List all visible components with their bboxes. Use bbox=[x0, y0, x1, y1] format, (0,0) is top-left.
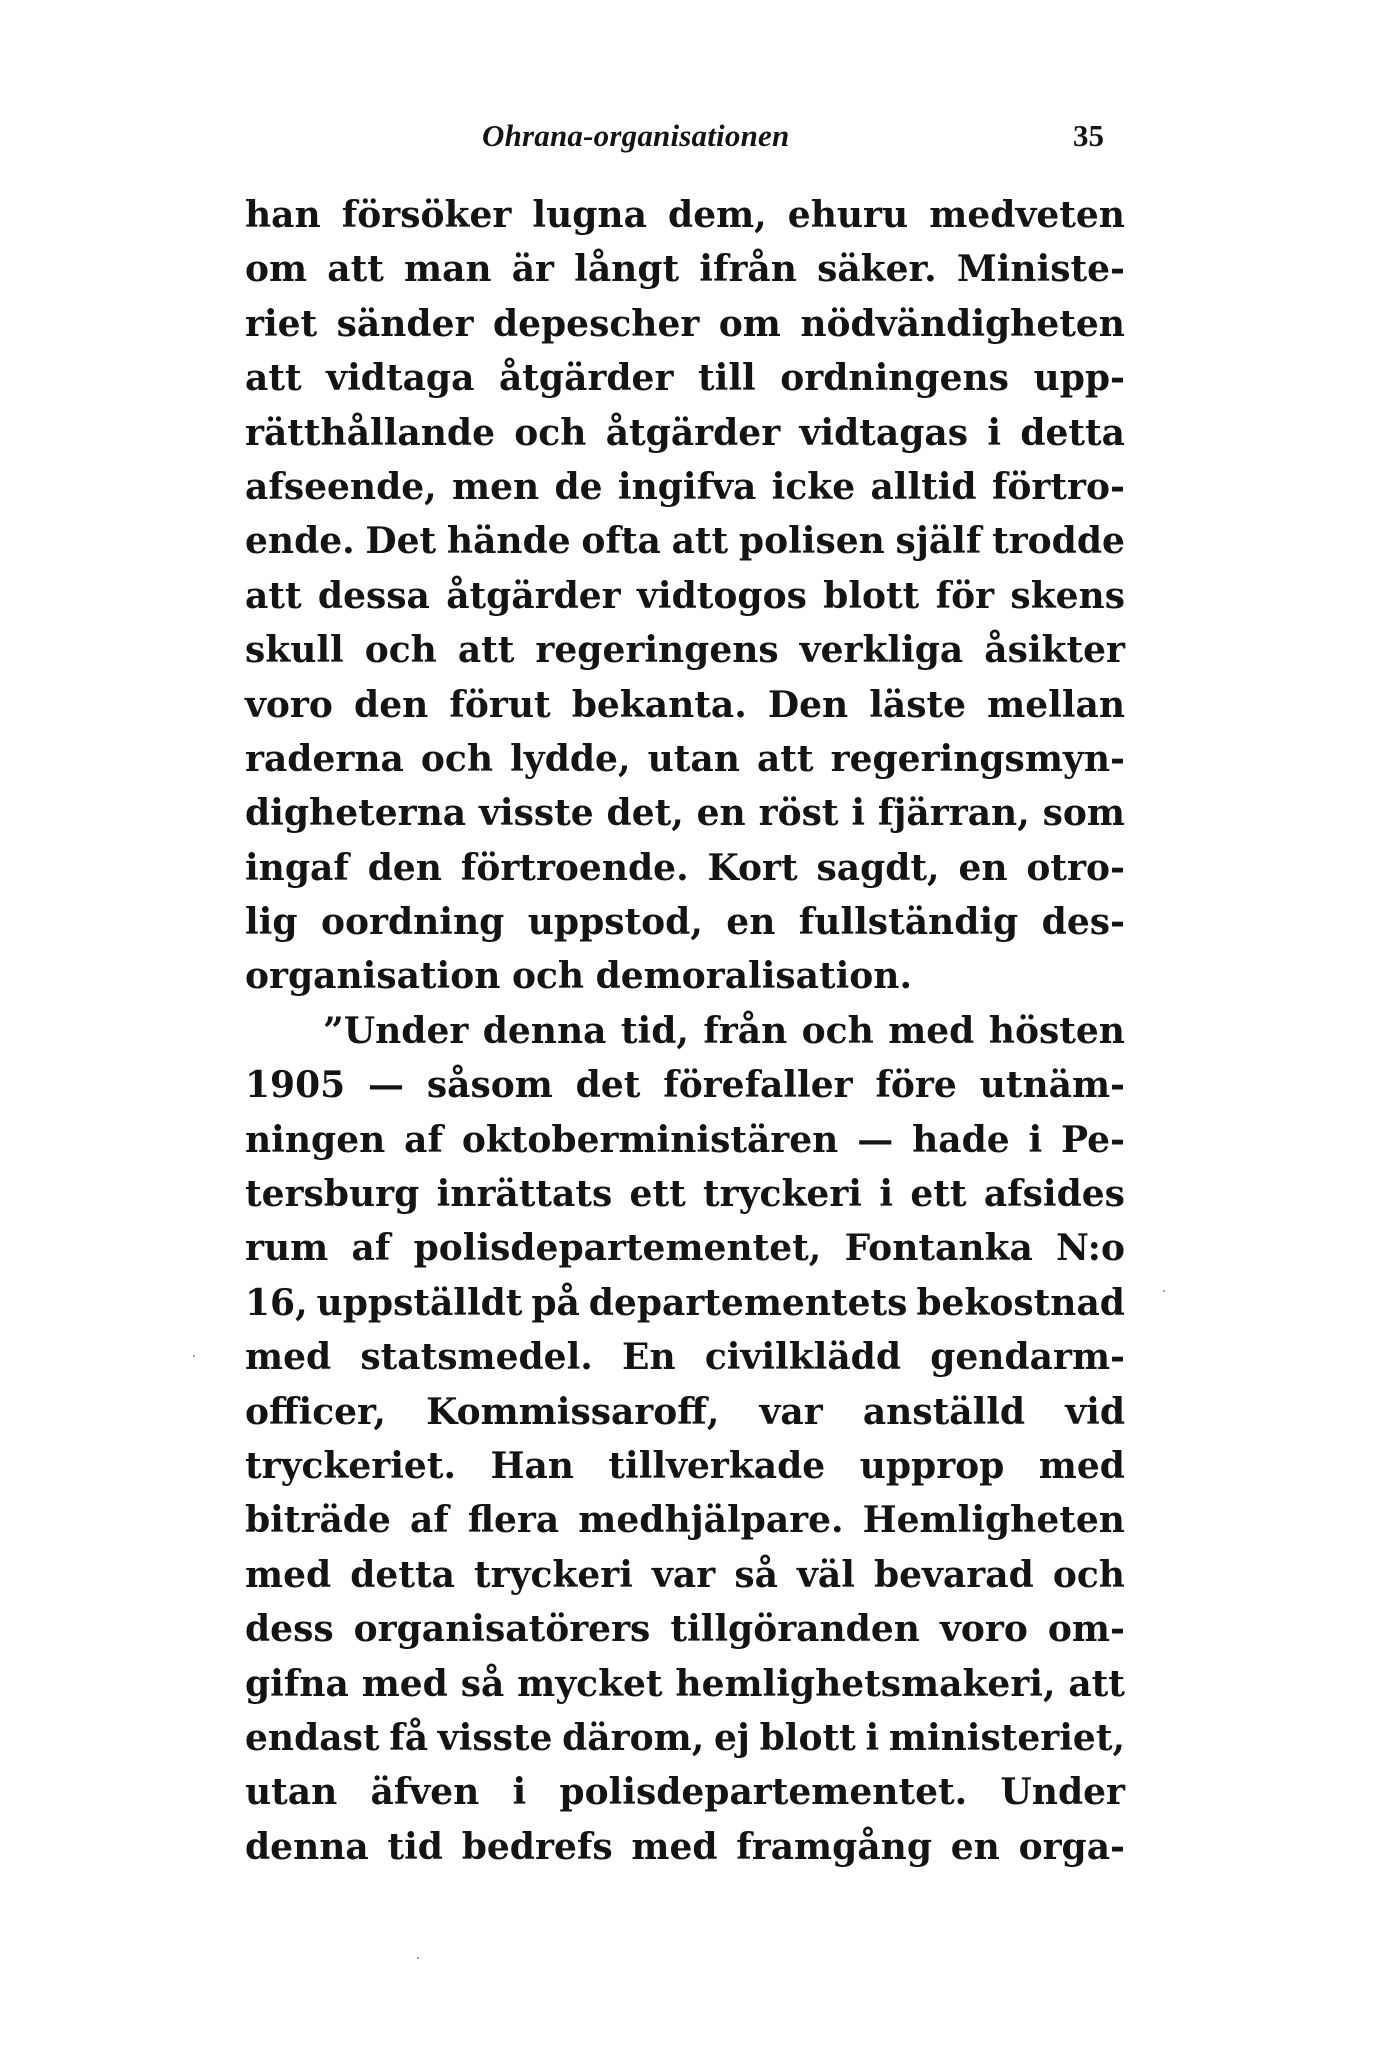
word: i bbox=[865, 1716, 880, 1759]
word: förtro- bbox=[991, 465, 1125, 508]
word: med bbox=[245, 1553, 332, 1596]
word: raderna bbox=[245, 737, 404, 780]
word: om- bbox=[1047, 1608, 1125, 1651]
text-line bbox=[245, 1548, 1125, 1602]
word: ofta bbox=[581, 520, 661, 563]
word: en bbox=[958, 846, 1008, 889]
text-line bbox=[245, 1167, 1125, 1221]
body-text bbox=[245, 188, 1125, 1874]
word: i bbox=[879, 1173, 893, 1216]
word: blott bbox=[823, 574, 920, 617]
word: anställd bbox=[862, 1390, 1026, 1433]
word: i bbox=[1028, 1118, 1043, 1161]
word: en bbox=[950, 1825, 1000, 1868]
text-line bbox=[245, 1493, 1125, 1547]
word: upprop bbox=[859, 1444, 1005, 1487]
word: denna bbox=[482, 1009, 607, 1052]
word: detta bbox=[350, 1553, 455, 1596]
word: otro- bbox=[1026, 846, 1125, 889]
word: tid, bbox=[620, 1009, 689, 1052]
word: Den bbox=[767, 683, 849, 726]
text-line bbox=[245, 841, 1125, 895]
word: förtroende. bbox=[460, 846, 689, 889]
word: ingaf bbox=[245, 846, 349, 889]
word: tillverkade bbox=[608, 1444, 826, 1487]
word: att bbox=[671, 520, 729, 563]
word: och bbox=[511, 955, 585, 998]
word: statsmedel. bbox=[360, 1336, 593, 1379]
word: tid bbox=[387, 1825, 443, 1868]
word: på bbox=[531, 1281, 580, 1324]
word: polisdepartementet, bbox=[413, 1227, 822, 1270]
word: af bbox=[404, 1118, 443, 1161]
word: ”Under bbox=[323, 1009, 469, 1052]
word: Under bbox=[1000, 1771, 1125, 1814]
word: organisatörers bbox=[353, 1608, 651, 1651]
word: han bbox=[245, 194, 321, 236]
word: vidtagas bbox=[799, 411, 968, 454]
word: få bbox=[389, 1716, 429, 1759]
word: är bbox=[511, 248, 555, 291]
word: upp- bbox=[1033, 357, 1125, 400]
text-line bbox=[245, 786, 1125, 840]
word: icke bbox=[771, 465, 856, 508]
text-line bbox=[245, 1058, 1125, 1112]
word: Kommissaroff, bbox=[426, 1390, 720, 1433]
word: åtgärder bbox=[446, 574, 621, 617]
word: ehuru bbox=[787, 194, 909, 236]
word: af bbox=[351, 1227, 391, 1270]
word: och bbox=[801, 1009, 874, 1052]
running-title: Ohrana-organisationen bbox=[482, 118, 790, 153]
word: mellan bbox=[987, 683, 1125, 726]
text-line bbox=[245, 1276, 1125, 1330]
word: den bbox=[367, 846, 442, 889]
word: i bbox=[851, 792, 866, 835]
word: därom, bbox=[562, 1716, 705, 1759]
text-line bbox=[245, 949, 1125, 1003]
word: flera bbox=[467, 1499, 560, 1542]
word: man bbox=[403, 248, 492, 291]
word: inrättats bbox=[436, 1173, 613, 1216]
word: tryckeri bbox=[474, 1553, 633, 1596]
word: gendarm- bbox=[930, 1336, 1125, 1379]
word: ningen bbox=[245, 1118, 386, 1161]
word: — bbox=[857, 1118, 894, 1161]
word: före bbox=[875, 1064, 957, 1107]
text-line bbox=[245, 1765, 1125, 1819]
text-line bbox=[245, 1113, 1125, 1167]
text-line bbox=[245, 1820, 1125, 1874]
word: lydde, bbox=[510, 737, 631, 780]
word: Det bbox=[365, 520, 437, 563]
word: lugna bbox=[532, 194, 647, 236]
word: med bbox=[361, 1662, 448, 1705]
word: medveten bbox=[929, 194, 1125, 236]
word: visste bbox=[437, 1716, 553, 1759]
word: tillgöranden bbox=[670, 1608, 920, 1651]
word: och bbox=[364, 629, 437, 672]
word: bedrefs bbox=[461, 1825, 613, 1868]
word: visste bbox=[478, 792, 594, 835]
word: voro bbox=[939, 1608, 1028, 1651]
word: — bbox=[368, 1064, 405, 1107]
scan-speck bbox=[1163, 1290, 1165, 1292]
word: och bbox=[420, 737, 494, 780]
word: vidtaga bbox=[326, 357, 475, 400]
text-line bbox=[245, 1385, 1125, 1439]
word: åtgärder bbox=[498, 357, 674, 400]
word: uppställdt bbox=[316, 1281, 523, 1324]
word: och bbox=[514, 411, 587, 454]
word: en bbox=[726, 901, 776, 944]
word: dessa bbox=[317, 574, 430, 617]
word: fjärran, bbox=[877, 792, 1030, 835]
word: skens bbox=[1010, 574, 1125, 617]
word: som bbox=[1042, 792, 1125, 835]
word: att bbox=[245, 357, 302, 400]
word: långt bbox=[574, 248, 680, 291]
word: af bbox=[409, 1499, 449, 1542]
page-number: 35 bbox=[1073, 118, 1104, 153]
word: det, bbox=[606, 792, 684, 835]
word: officer, bbox=[245, 1390, 386, 1433]
text-line bbox=[245, 406, 1125, 460]
word: dem, bbox=[668, 194, 767, 236]
word: väl bbox=[796, 1553, 855, 1596]
word: ingifva bbox=[617, 465, 757, 508]
word: afsides bbox=[983, 1173, 1125, 1216]
text-line bbox=[245, 895, 1125, 949]
text-line bbox=[245, 1330, 1125, 1384]
scan-speck bbox=[193, 1355, 195, 1357]
word: regeringsmyn- bbox=[830, 737, 1125, 780]
word: i bbox=[512, 1771, 527, 1814]
word: vidtogos bbox=[636, 574, 807, 617]
word: nödvändigheten bbox=[800, 302, 1125, 345]
word: alltid bbox=[870, 465, 977, 508]
word: att bbox=[756, 737, 814, 780]
word: demoralisation. bbox=[595, 955, 913, 998]
word: depescher bbox=[492, 302, 700, 345]
word: en bbox=[696, 792, 746, 835]
word: rätthållande bbox=[245, 411, 495, 454]
word: bekostnad bbox=[916, 1281, 1125, 1324]
word: åtgärder bbox=[605, 411, 781, 454]
word: gifna bbox=[245, 1662, 349, 1705]
word: blott bbox=[759, 1716, 856, 1759]
word: i bbox=[987, 411, 1001, 454]
word: var bbox=[759, 1390, 823, 1433]
word: ej bbox=[713, 1716, 750, 1759]
word: om bbox=[718, 302, 781, 345]
word: så bbox=[734, 1553, 778, 1596]
word: att bbox=[327, 248, 384, 291]
word: rum bbox=[245, 1227, 329, 1270]
word: den bbox=[354, 683, 429, 726]
word: fullständig bbox=[798, 901, 1019, 944]
word: detta bbox=[1020, 411, 1125, 454]
word: vid bbox=[1065, 1390, 1125, 1433]
word: läste bbox=[869, 683, 967, 726]
word: om bbox=[245, 248, 308, 291]
word: oktoberministären bbox=[461, 1118, 839, 1161]
text-line bbox=[245, 1439, 1125, 1493]
word: Ministe- bbox=[956, 248, 1125, 291]
word: hade bbox=[912, 1118, 1010, 1161]
word: framgång bbox=[736, 1825, 932, 1868]
word: försöker bbox=[341, 194, 512, 236]
text-line bbox=[245, 623, 1125, 677]
word: till bbox=[698, 357, 756, 400]
word: bevarad bbox=[873, 1553, 1034, 1596]
word: verkliga bbox=[799, 629, 964, 672]
word: att bbox=[245, 574, 302, 617]
text-line bbox=[245, 297, 1125, 351]
word: afseende, bbox=[245, 465, 437, 508]
word: ministeriet, bbox=[888, 1716, 1125, 1759]
word: med bbox=[1038, 1444, 1125, 1487]
word: ordningens bbox=[780, 357, 1009, 400]
word: ende. bbox=[245, 520, 355, 563]
word: uppstod, bbox=[527, 901, 703, 944]
word: själf bbox=[895, 520, 982, 563]
word: En bbox=[622, 1336, 676, 1379]
word: med bbox=[888, 1009, 975, 1052]
word: så bbox=[460, 1662, 505, 1705]
text-line bbox=[245, 1004, 1125, 1058]
word: orga- bbox=[1018, 1825, 1125, 1868]
word: regeringens bbox=[535, 629, 779, 672]
word: hemlighetsmakeri, bbox=[675, 1662, 1056, 1705]
text-line bbox=[245, 678, 1125, 732]
word: polisen bbox=[738, 520, 885, 563]
word: ifrån bbox=[699, 248, 797, 291]
word: ett bbox=[910, 1173, 967, 1216]
word: Han bbox=[490, 1444, 574, 1487]
word: det bbox=[575, 1064, 641, 1107]
word: sänder bbox=[336, 302, 474, 345]
text-line bbox=[245, 569, 1125, 623]
word: trodde bbox=[992, 520, 1125, 563]
word: de bbox=[554, 465, 603, 508]
word: med bbox=[245, 1336, 332, 1379]
word: polisdepartementet. bbox=[559, 1771, 968, 1814]
word: för bbox=[935, 574, 995, 617]
word: hösten bbox=[988, 1009, 1125, 1052]
word: äfven bbox=[370, 1771, 480, 1814]
word: var bbox=[652, 1553, 716, 1596]
text-line bbox=[245, 1602, 1125, 1656]
word: Fontanka bbox=[844, 1227, 1033, 1270]
word: förut bbox=[449, 683, 551, 726]
word: departementets bbox=[588, 1281, 908, 1324]
word: oordning bbox=[320, 901, 505, 944]
word: denna bbox=[245, 1825, 369, 1868]
word: skull bbox=[245, 629, 344, 672]
word: och bbox=[1052, 1553, 1125, 1596]
word: säker. bbox=[817, 248, 937, 291]
word: mycket bbox=[517, 1662, 663, 1705]
word: civilklädd bbox=[704, 1336, 902, 1379]
word: ett bbox=[629, 1173, 686, 1216]
word: tryckeri bbox=[703, 1173, 862, 1216]
word: åsikter bbox=[984, 629, 1125, 672]
word: utan bbox=[245, 1771, 338, 1814]
text-line bbox=[245, 514, 1125, 568]
text-line bbox=[245, 242, 1125, 296]
word: men bbox=[452, 465, 540, 508]
word: att bbox=[457, 629, 515, 672]
word: dess bbox=[245, 1608, 334, 1651]
word: bekanta. bbox=[571, 683, 747, 726]
word: hände bbox=[446, 520, 571, 563]
word: digheterna bbox=[245, 792, 467, 835]
word: Pe- bbox=[1061, 1118, 1125, 1161]
word: organisation bbox=[245, 955, 501, 998]
text-line bbox=[245, 1657, 1125, 1711]
word: utnäm- bbox=[979, 1064, 1125, 1107]
word: N:o bbox=[1056, 1227, 1125, 1270]
word: voro bbox=[245, 683, 333, 726]
word: medhjälpare. bbox=[578, 1499, 844, 1542]
word: lig bbox=[245, 901, 298, 944]
word: förefaller bbox=[663, 1064, 853, 1107]
scan-speck bbox=[417, 1957, 419, 1959]
word: riet bbox=[245, 302, 318, 345]
text-line bbox=[245, 1221, 1125, 1275]
word: tersburg bbox=[245, 1173, 420, 1216]
word: sagdt, bbox=[816, 846, 940, 889]
word: såsom bbox=[426, 1064, 553, 1107]
word: des- bbox=[1041, 901, 1125, 944]
text-line bbox=[245, 351, 1125, 405]
word: Kort bbox=[707, 846, 798, 889]
text-line bbox=[245, 1711, 1125, 1765]
word: biträde bbox=[245, 1499, 391, 1542]
word: utan bbox=[647, 737, 740, 780]
word: från bbox=[703, 1009, 788, 1052]
word: 1905 bbox=[245, 1064, 346, 1107]
word: röst bbox=[758, 792, 839, 835]
text-line bbox=[245, 188, 1125, 242]
word: tryckeriet. bbox=[245, 1444, 456, 1487]
text-line bbox=[245, 732, 1125, 786]
word: att bbox=[1068, 1662, 1125, 1705]
word: endast bbox=[245, 1716, 380, 1759]
word: med bbox=[631, 1825, 718, 1868]
text-line bbox=[245, 460, 1125, 514]
word: Hemligheten bbox=[862, 1499, 1125, 1542]
word: 16, bbox=[245, 1281, 308, 1324]
